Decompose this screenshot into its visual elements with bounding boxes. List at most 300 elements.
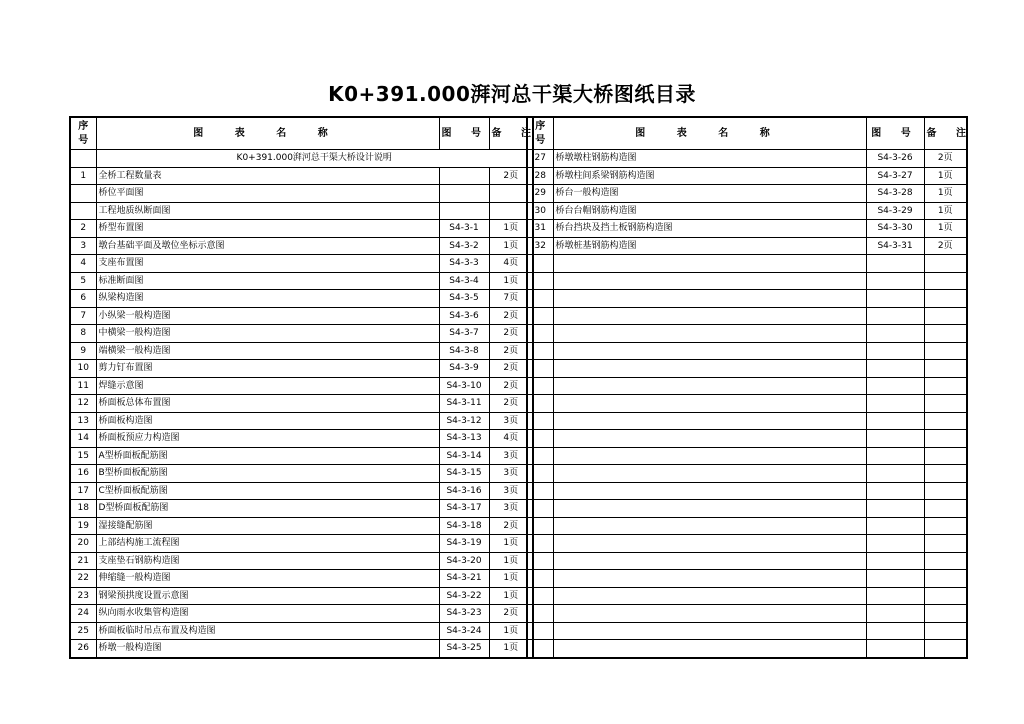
row-drawing-code: S4-3-19 (439, 535, 489, 553)
row-number: 4 (70, 255, 96, 273)
empty-cell (924, 605, 967, 623)
table-row (70, 272, 533, 290)
row-note: 2页 (489, 395, 533, 413)
row-drawing-name: B型桥面板配筋图 (96, 465, 439, 483)
row-drawing-name: 钢梁预拱度设置示意图 (96, 587, 439, 605)
table-row (70, 500, 533, 518)
row-note: 2页 (924, 237, 967, 255)
row-drawing-code: S4-3-11 (439, 395, 489, 413)
empty-cell (527, 377, 553, 395)
empty-cell (924, 412, 967, 430)
empty-cell (866, 552, 924, 570)
empty-cell (527, 447, 553, 465)
row-number: 3 (70, 237, 96, 255)
empty-cell (866, 517, 924, 535)
empty-cell (924, 465, 967, 483)
row-number: 5 (70, 272, 96, 290)
table-row (70, 255, 533, 273)
empty-cell (924, 552, 967, 570)
empty-cell (866, 360, 924, 378)
empty-cell (866, 447, 924, 465)
table-row (527, 377, 967, 395)
row-number (70, 202, 96, 220)
row-drawing-code: S4-3-14 (439, 447, 489, 465)
row-number: 15 (70, 447, 96, 465)
table-row (70, 447, 533, 465)
empty-cell (866, 622, 924, 640)
table-row (70, 360, 533, 378)
empty-cell (527, 307, 553, 325)
empty-cell (553, 622, 866, 640)
row-note: 1页 (924, 202, 967, 220)
row-number: 26 (70, 640, 96, 658)
empty-cell (553, 640, 866, 658)
row-drawing-code: S4-3-13 (439, 430, 489, 448)
table-row (527, 622, 967, 640)
row-drawing-name: 剪力钉布置图 (96, 360, 439, 378)
row-drawing-name: 端横梁一般构造图 (96, 342, 439, 360)
empty-cell (553, 465, 866, 483)
row-drawing-code: S4-3-16 (439, 482, 489, 500)
empty-cell (527, 552, 553, 570)
row-number: 1 (70, 167, 96, 185)
row-drawing-name: D型桥面板配筋图 (96, 500, 439, 518)
row-drawing-name: 桥墩柱间系梁钢筋构造图 (553, 167, 866, 185)
row-number: 20 (70, 535, 96, 553)
empty-cell (527, 255, 553, 273)
empty-cell (553, 447, 866, 465)
row-note: 1页 (489, 587, 533, 605)
row-drawing-name: 中横梁一般构造图 (96, 325, 439, 343)
table-row (527, 237, 967, 255)
row-note: 2页 (489, 517, 533, 535)
empty-cell (924, 255, 967, 273)
row-drawing-code: S4-3-7 (439, 325, 489, 343)
row-number: 6 (70, 290, 96, 308)
seq-header-top: 序 (535, 120, 546, 132)
seq-header-bottom: 号 (535, 134, 546, 146)
empty-cell (553, 587, 866, 605)
name-header: 图 表 名 称 (553, 117, 866, 150)
empty-cell (924, 622, 967, 640)
row-drawing-name: 桥台挡块及挡土板钢筋构造图 (553, 220, 866, 238)
empty-cell (866, 307, 924, 325)
table-row (527, 202, 967, 220)
empty-cell (924, 430, 967, 448)
empty-cell (866, 325, 924, 343)
table-row (527, 360, 967, 378)
empty-cell (527, 535, 553, 553)
empty-cell (527, 395, 553, 413)
row-drawing-name: 墩台基础平面及墩位坐标示意图 (96, 237, 439, 255)
empty-cell (553, 342, 866, 360)
table-row (527, 447, 967, 465)
table-row (527, 500, 967, 518)
row-drawing-name: K0+391.000湃河总干渠大桥设计说明 (96, 150, 533, 168)
row-drawing-code: S4-3-29 (866, 202, 924, 220)
seq-header-top: 序 (78, 120, 89, 132)
row-drawing-code: S4-3-8 (439, 342, 489, 360)
table-row (527, 290, 967, 308)
empty-cell (527, 465, 553, 483)
row-drawing-name: 桥台台帽钢筋构造图 (553, 202, 866, 220)
row-note: 3页 (489, 482, 533, 500)
note-header: 备 注 (489, 117, 533, 150)
row-number: 27 (527, 150, 553, 168)
row-drawing-code: S4-3-23 (439, 605, 489, 623)
empty-cell (924, 587, 967, 605)
table-row (527, 570, 967, 588)
empty-cell (553, 377, 866, 395)
row-drawing-name: 伸缩缝一般构造图 (96, 570, 439, 588)
empty-cell (553, 517, 866, 535)
row-drawing-code: S4-3-3 (439, 255, 489, 273)
row-number: 8 (70, 325, 96, 343)
row-number: 7 (70, 307, 96, 325)
row-number: 16 (70, 465, 96, 483)
row-drawing-code: S4-3-1 (439, 220, 489, 238)
row-number: 21 (70, 552, 96, 570)
empty-cell (553, 605, 866, 623)
row-drawing-name: 工程地质纵断面图 (96, 202, 439, 220)
empty-cell (553, 360, 866, 378)
code-header: 图 号 (439, 117, 489, 150)
row-note: 3页 (489, 447, 533, 465)
row-note: 2页 (489, 167, 533, 185)
table-row (527, 465, 967, 483)
row-note: 1页 (489, 237, 533, 255)
row-drawing-code: S4-3-30 (866, 220, 924, 238)
table-row (70, 342, 533, 360)
empty-cell (924, 447, 967, 465)
table-row (527, 605, 967, 623)
empty-cell (924, 570, 967, 588)
table-row (527, 272, 967, 290)
table-row (70, 167, 533, 185)
row-drawing-name: 桥墩桩基钢筋构造图 (553, 237, 866, 255)
row-drawing-code: S4-3-28 (866, 185, 924, 203)
empty-cell (866, 395, 924, 413)
row-number: 29 (527, 185, 553, 203)
table-row (527, 185, 967, 203)
row-number: 12 (70, 395, 96, 413)
row-drawing-name: 桥墩墩柱钢筋构造图 (553, 150, 866, 168)
row-note: 2页 (489, 325, 533, 343)
note-header: 备 注 (924, 117, 967, 150)
row-drawing-name: 支座布置图 (96, 255, 439, 273)
row-note: 2页 (489, 360, 533, 378)
empty-cell (866, 412, 924, 430)
table-row (527, 395, 967, 413)
empty-cell (527, 482, 553, 500)
row-note: 1页 (489, 622, 533, 640)
row-note: 1页 (924, 220, 967, 238)
row-number: 25 (70, 622, 96, 640)
empty-cell (924, 325, 967, 343)
row-number: 18 (70, 500, 96, 518)
right-index-table (526, 116, 974, 659)
empty-cell (527, 517, 553, 535)
row-drawing-name: 桥墩一般构造图 (96, 640, 439, 658)
empty-cell (866, 640, 924, 658)
empty-cell (553, 430, 866, 448)
table-row (527, 167, 967, 185)
seq-header (527, 117, 553, 150)
row-note: 1页 (489, 272, 533, 290)
row-drawing-name: 焊缝示意图 (96, 377, 439, 395)
row-number: 19 (70, 517, 96, 535)
empty-cell (924, 290, 967, 308)
empty-cell (924, 482, 967, 500)
row-note: 3页 (489, 500, 533, 518)
table-row (70, 325, 533, 343)
empty-cell (924, 535, 967, 553)
row-number: 23 (70, 587, 96, 605)
table-row (70, 622, 533, 640)
row-drawing-code: S4-3-2 (439, 237, 489, 255)
row-number: 14 (70, 430, 96, 448)
seq-header (70, 117, 96, 150)
row-number: 11 (70, 377, 96, 395)
header-row (527, 117, 967, 150)
empty-cell (553, 535, 866, 553)
empty-cell (866, 255, 924, 273)
row-number: 31 (527, 220, 553, 238)
empty-cell (924, 640, 967, 658)
table-row (70, 290, 533, 308)
row-note: 3页 (489, 465, 533, 483)
table-row (70, 587, 533, 605)
row-note: 1页 (489, 535, 533, 553)
table-row (527, 412, 967, 430)
empty-cell (924, 517, 967, 535)
empty-cell (553, 272, 866, 290)
row-drawing-name: 标准断面图 (96, 272, 439, 290)
row-number: 10 (70, 360, 96, 378)
row-number: 28 (527, 167, 553, 185)
row-drawing-code: S4-3-9 (439, 360, 489, 378)
empty-cell (527, 342, 553, 360)
row-note: 1页 (489, 570, 533, 588)
row-number: 30 (527, 202, 553, 220)
header-row (70, 117, 533, 150)
table-row (527, 220, 967, 238)
empty-cell (866, 465, 924, 483)
row-drawing-name: C型桥面板配筋图 (96, 482, 439, 500)
row-note: 2页 (489, 307, 533, 325)
row-drawing-code: S4-3-25 (439, 640, 489, 658)
row-number (70, 150, 96, 168)
row-note: 2页 (489, 605, 533, 623)
row-drawing-code: S4-3-31 (866, 237, 924, 255)
row-note: 7页 (489, 290, 533, 308)
table-row (70, 517, 533, 535)
empty-cell (924, 307, 967, 325)
table-row (70, 220, 533, 238)
empty-cell (553, 552, 866, 570)
empty-cell (527, 412, 553, 430)
row-number: 17 (70, 482, 96, 500)
empty-cell (924, 377, 967, 395)
row-note: 1页 (924, 167, 967, 185)
row-drawing-code: S4-3-4 (439, 272, 489, 290)
table-row (70, 605, 533, 623)
row-drawing-name: 湿接缝配筋图 (96, 517, 439, 535)
empty-cell (553, 500, 866, 518)
empty-cell (527, 272, 553, 290)
table-row (527, 255, 967, 273)
row-note: 1页 (489, 552, 533, 570)
empty-cell (553, 395, 866, 413)
empty-cell (866, 482, 924, 500)
row-number: 32 (527, 237, 553, 255)
table-row (70, 150, 533, 168)
row-drawing-code: S4-3-17 (439, 500, 489, 518)
empty-cell (553, 482, 866, 500)
row-drawing-name: 桥台一般构造图 (553, 185, 866, 203)
empty-cell (866, 500, 924, 518)
row-drawing-code: S4-3-10 (439, 377, 489, 395)
row-drawing-name: 上部结构施工流程图 (96, 535, 439, 553)
empty-cell (866, 570, 924, 588)
row-drawing-code: S4-3-24 (439, 622, 489, 640)
empty-cell (553, 255, 866, 273)
row-drawing-code: S4-3-12 (439, 412, 489, 430)
row-drawing-code: S4-3-6 (439, 307, 489, 325)
row-note: 2页 (489, 377, 533, 395)
empty-cell (866, 377, 924, 395)
row-drawing-code: S4-3-26 (866, 150, 924, 168)
code-header: 图 号 (866, 117, 924, 150)
row-note: 1页 (489, 220, 533, 238)
empty-cell (553, 290, 866, 308)
table-row (527, 552, 967, 570)
row-drawing-code (439, 202, 489, 220)
row-note: 1页 (924, 185, 967, 203)
table-row (527, 307, 967, 325)
row-drawing-name: 支座垫石钢筋构造图 (96, 552, 439, 570)
empty-cell (924, 360, 967, 378)
row-drawing-code: S4-3-15 (439, 465, 489, 483)
table-row (527, 342, 967, 360)
empty-cell (866, 605, 924, 623)
table-row (70, 237, 533, 255)
empty-cell (866, 272, 924, 290)
table-row (527, 517, 967, 535)
row-note: 4页 (489, 430, 533, 448)
empty-cell (866, 587, 924, 605)
empty-cell (527, 605, 553, 623)
row-drawing-code: S4-3-22 (439, 587, 489, 605)
table-row (527, 587, 967, 605)
empty-cell (527, 500, 553, 518)
table-row (70, 535, 533, 553)
table-row (527, 482, 967, 500)
row-drawing-name: 桥面板构造图 (96, 412, 439, 430)
row-drawing-code (439, 167, 489, 185)
empty-cell (866, 430, 924, 448)
empty-cell (527, 360, 553, 378)
row-drawing-code (439, 185, 489, 203)
left-index-table (69, 116, 539, 659)
table-row (70, 202, 533, 220)
table-row (70, 185, 533, 203)
table-row (70, 430, 533, 448)
page-title: K0+391.000湃河总干渠大桥图纸目录 (328, 82, 696, 106)
row-number: 13 (70, 412, 96, 430)
row-drawing-name: 桥面板预应力构造图 (96, 430, 439, 448)
table-row (527, 640, 967, 658)
table-row (70, 465, 533, 483)
row-drawing-name: 小纵梁一般构造图 (96, 307, 439, 325)
empty-cell (866, 342, 924, 360)
empty-cell (553, 412, 866, 430)
table-row (70, 307, 533, 325)
row-number: 22 (70, 570, 96, 588)
table-row (527, 535, 967, 553)
row-drawing-code: S4-3-20 (439, 552, 489, 570)
empty-cell (527, 325, 553, 343)
empty-cell (527, 587, 553, 605)
table-row (527, 430, 967, 448)
empty-cell (866, 535, 924, 553)
table-row (70, 552, 533, 570)
row-number: 24 (70, 605, 96, 623)
empty-cell (553, 307, 866, 325)
row-drawing-name: 纵向雨水收集管构造图 (96, 605, 439, 623)
empty-cell (924, 342, 967, 360)
row-number (70, 185, 96, 203)
table-row (70, 412, 533, 430)
row-note: 3页 (489, 412, 533, 430)
table-row (70, 395, 533, 413)
empty-cell (527, 430, 553, 448)
table-row (527, 325, 967, 343)
empty-cell (924, 272, 967, 290)
empty-cell (527, 622, 553, 640)
row-drawing-code: S4-3-21 (439, 570, 489, 588)
row-note: 1页 (489, 640, 533, 658)
row-note: 2页 (489, 342, 533, 360)
empty-cell (924, 500, 967, 518)
row-drawing-code: S4-3-18 (439, 517, 489, 535)
row-drawing-code: S4-3-5 (439, 290, 489, 308)
empty-cell (553, 570, 866, 588)
row-drawing-name: 纵梁构造图 (96, 290, 439, 308)
empty-cell (527, 640, 553, 658)
row-drawing-name: 桥型布置图 (96, 220, 439, 238)
empty-cell (924, 395, 967, 413)
row-number: 9 (70, 342, 96, 360)
name-header: 图 表 名 称 (96, 117, 439, 150)
row-drawing-name: 桥面板总体布置图 (96, 395, 439, 413)
table-row (70, 570, 533, 588)
empty-cell (866, 290, 924, 308)
row-drawing-name: 桥位平面图 (96, 185, 439, 203)
row-drawing-name: 全桥工程数量表 (96, 167, 439, 185)
table-row (527, 150, 967, 168)
row-drawing-name: A型桥面板配筋图 (96, 447, 439, 465)
empty-cell (527, 290, 553, 308)
row-drawing-name: 桥面板临时吊点布置及构造图 (96, 622, 439, 640)
empty-cell (527, 570, 553, 588)
table-row (70, 640, 533, 658)
table-row (70, 482, 533, 500)
row-note: 4页 (489, 255, 533, 273)
empty-cell (553, 325, 866, 343)
row-drawing-code: S4-3-27 (866, 167, 924, 185)
seq-header-bottom: 号 (78, 134, 89, 146)
